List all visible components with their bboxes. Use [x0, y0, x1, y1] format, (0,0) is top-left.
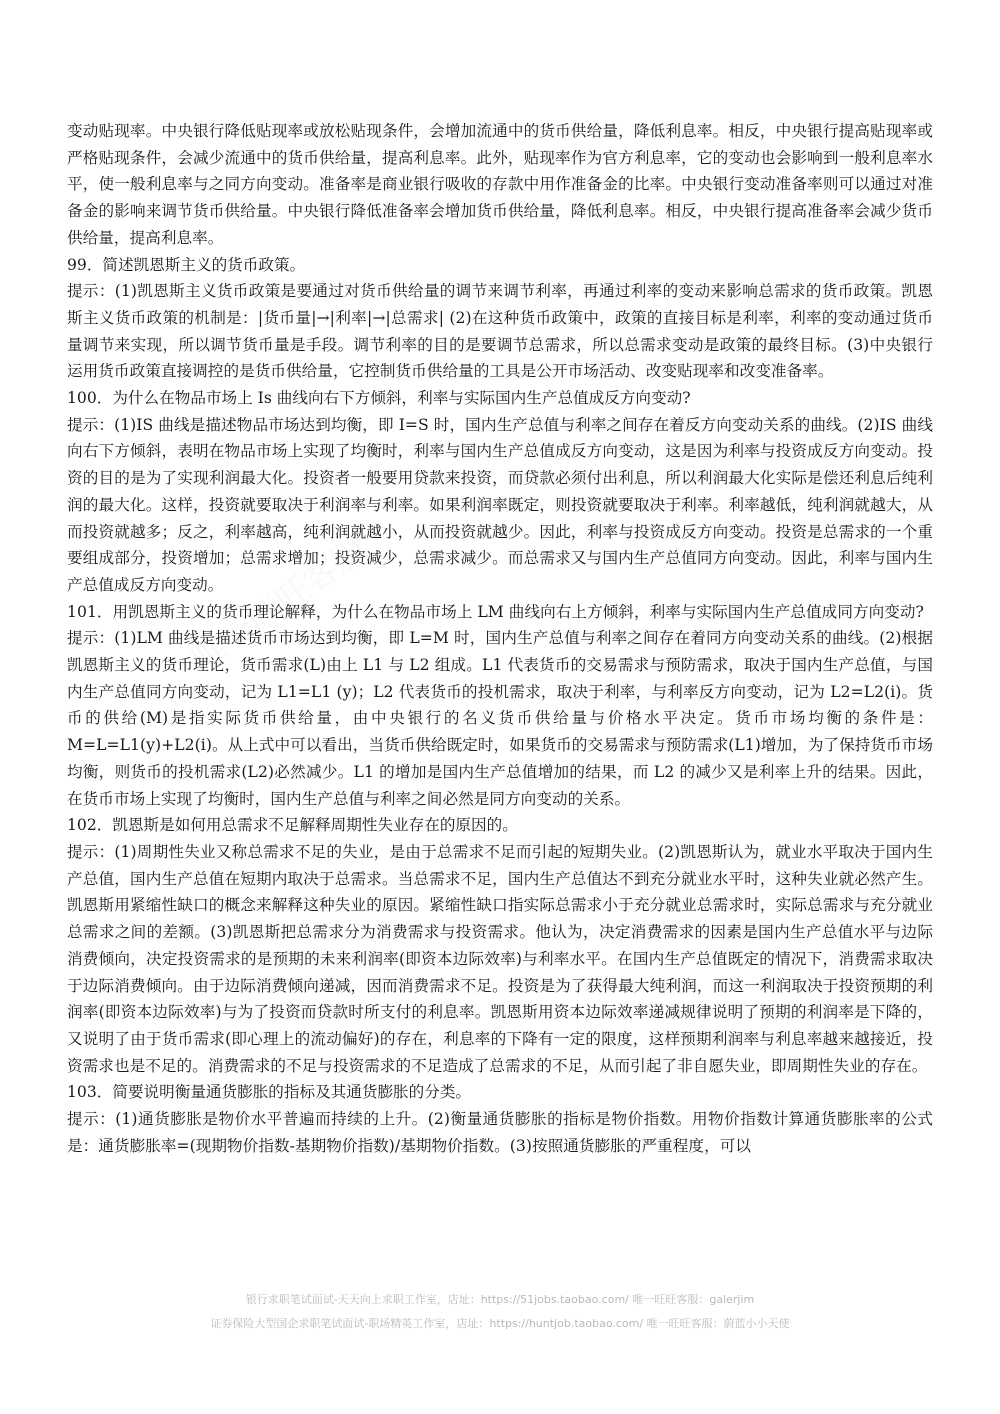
- question-100: 100．为什么在物品市场上 Is 曲线向右下方倾斜，利率与实际国内生产总值成反方向变动?: [67, 389, 691, 408]
- answer-102: 提示：(1)周期性失业又称总需求不足的失业，是由于总需求不足而引起的短期失业。(2)凯恩斯认为，就业水平取决于国内生产总值，国内生产总值在短期内取决于总需求。当总需求不足，国内生产总值达不到充分就业水平时，这种失业就必然产生。凯恩斯用紧缩性缺口的概念来解释这种失业的原因。紧缩性缺口指实际总需求小于充分就业总需求时，实际总需求与充分就业总需求之间的差额。(3)凯恩斯把总需求分为消费需求与投资需求。他认为，决定消费需求的因素是国内生产总值水平与边际消费倾向，决定投资需求的是预期的未来利润率(即资本边际效率)与利率水平。在国内生产总值既定的情况下，消费需求取决于边际消费倾向。由于边际消费倾向递减，因而消费需求不足。投资是为了获得最大纯利润，而这一利润取决于投资预期的利润率(即资本边际效率)与为了投资而贷款时所支付的利息率。凯恩斯用资本边际效率递减规律说明了预期的利润率是下降的，又说明了由于货币需求(即心理上的流动偏好)的存在，利息率的下降有一定的限度，这样预期利润率与利息率越来越接近，投资需求也是不足的。消费需求的不足与投资需求的不足造成了总需求的不足，从而引起了非自愿失业，即周期性失业的存在。: [67, 842, 933, 1075]
- watermark: 唯一旺旺客服: [184, 529, 375, 680]
- document-body: [67, 118, 933, 1159]
- intro-paragraph: 变动贴现率。中央银行降低贴现率或放松贴现条件，会增加流通中的货币供给量，降低利息率。相反，中央银行提高贴现率或严格贴现条件，会减少流通中的货币供给量，提高利息率。此外，贴现率作为官方利息率，它的变动也会影响到一般利息率水平，使一般利息率与之同方向变动。准备率是商业银行吸收的存款中用作准备金的比率。中央银行变动准备率则可以通过对准备金的影响来调节货币供给量。中央银行降低准备率会增加货币供给量，降低利息率。相反，中央银行提高准备率会减少货币供给量，提高利息率。: [67, 122, 933, 247]
- answer-100: 提示：(1)IS 曲线是描述物品市场达到均衡，即 I=S 时，国内生产总值与利率之间存在着反方向变动关系的曲线。(2)IS 曲线向右下方倾斜，表明在物品市场上实现了均衡时，利率与国内生产总值成反方向变动，这是因为利率与投资成反方向变动。投资的目的是为了实现利润最大化。投资者一般要用贷款来投资，而贷款必须付出利息，所以利润最大化实际是偿还利息后纯利润的最大化。这样，投资就要取决于利润率与利率。如果利润率既定，则投资就要取决于利率。利率越低，纯利润就越大，从而投资就越多；反之，利率越高，纯利润就越小，从而投资就越少。因此，利率与投资成反方向变动。投资是总需求的一个重要组成部分，投资增加；总需求增加；投资减少，总需求减少。而总需求又与国内生产总值同方向变动。因此，利率与国内生产总值成反方向变动。: [67, 415, 933, 594]
- answer-99: 提示：(1)凯恩斯主义货币政策是要通过对货币供给量的调节来调节利率，再通过利率的变动来影响总需求的货币政策。凯恩斯主义货币政策的机制是：|货币量|→|利率|→|总需求| (2)在这种货币政策中，政策的直接目标是利率，利率的变动通过货币量调节来实现，所以调节货币量是手段。调节利率的目的是要调节总需求，所以总需求变动是政策的最终目标。(3)中央银行运用货币政策直接调控的是货币供给量，它控制货币供给量的工具是公开市场活动、改变贴现率和改变准备率。: [67, 282, 933, 381]
- answer-103: 提示：(1)通货膨胀是物价水平普遍而持续的上升。(2)衡量通货膨胀的指标是物价指数。用物价指数计算通货膨胀率的公式是：通货膨胀率=(现期物价指数-基期物价指数)/基期物价指数。(3)按照通货膨胀的严重程度，可以: [67, 1110, 933, 1155]
- question-103: 103．简要说明衡量通货膨胀的指标及其通货膨胀的分类。: [67, 1083, 472, 1102]
- footer-line-2: 证券保险大型国企求职笔试面试-职场精英工作室，店址：https://huntjob.taobao.com/ 唯一旺旺客服：蔚蓝小小天使: [210, 1317, 790, 1330]
- question-102: 102．凯恩斯是如何用总需求不足解释周期性失业存在的原因的。: [67, 816, 518, 835]
- question-99: 99．简述凯恩斯主义的货币政策。: [67, 255, 306, 274]
- footer-line-1: 银行求职笔试面试-天天向上求职工作室，店址：https://51jobs.taobao.com/ 唯一旺旺客服：galerjim: [245, 1293, 755, 1306]
- question-101: 101．用凯恩斯主义的货币理论解释，为什么在物品市场上 LM 曲线向右上方倾斜，利率与实际国内生产总值成同方向变动?: [67, 602, 924, 621]
- answer-101: 提示：(1)LM 曲线是描述货币市场达到均衡，即 L=M 时，国内生产总值与利率之间存在着同方向变动关系的曲线。(2)根据凯恩斯主义的货币理论，货币需求(L)由上 L1 与 L2 组成。L1 代表货币的交易需求与预防需求，取决于国内生产总值，与国内生产总值同方向变动，记为 L1=L1 (y)；L2 代表货币的投机需求，取决于利率，与利率反方向变动，记为 L2=L2(i)。货币的供给(M)是指实际货币供给量，由中央银行的名义货币供给量与价格水平决定。货币市场均衡的条件是：M=L=L1(y)+L2(i)。从上式中可以看出，当货币供给既定时，如果货币的交易需求与预防需求(L1)增加，为了保持货币市场均衡，则货币的投机需求(L2)必然减少。L1 的增加是国内生产总值增加的结果，而 L2 的减少又是利率上升的结果。因此，在货币市场上实现了均衡时，国内生产总值与利率之间必然是同方向变动的关系。: [67, 629, 933, 808]
